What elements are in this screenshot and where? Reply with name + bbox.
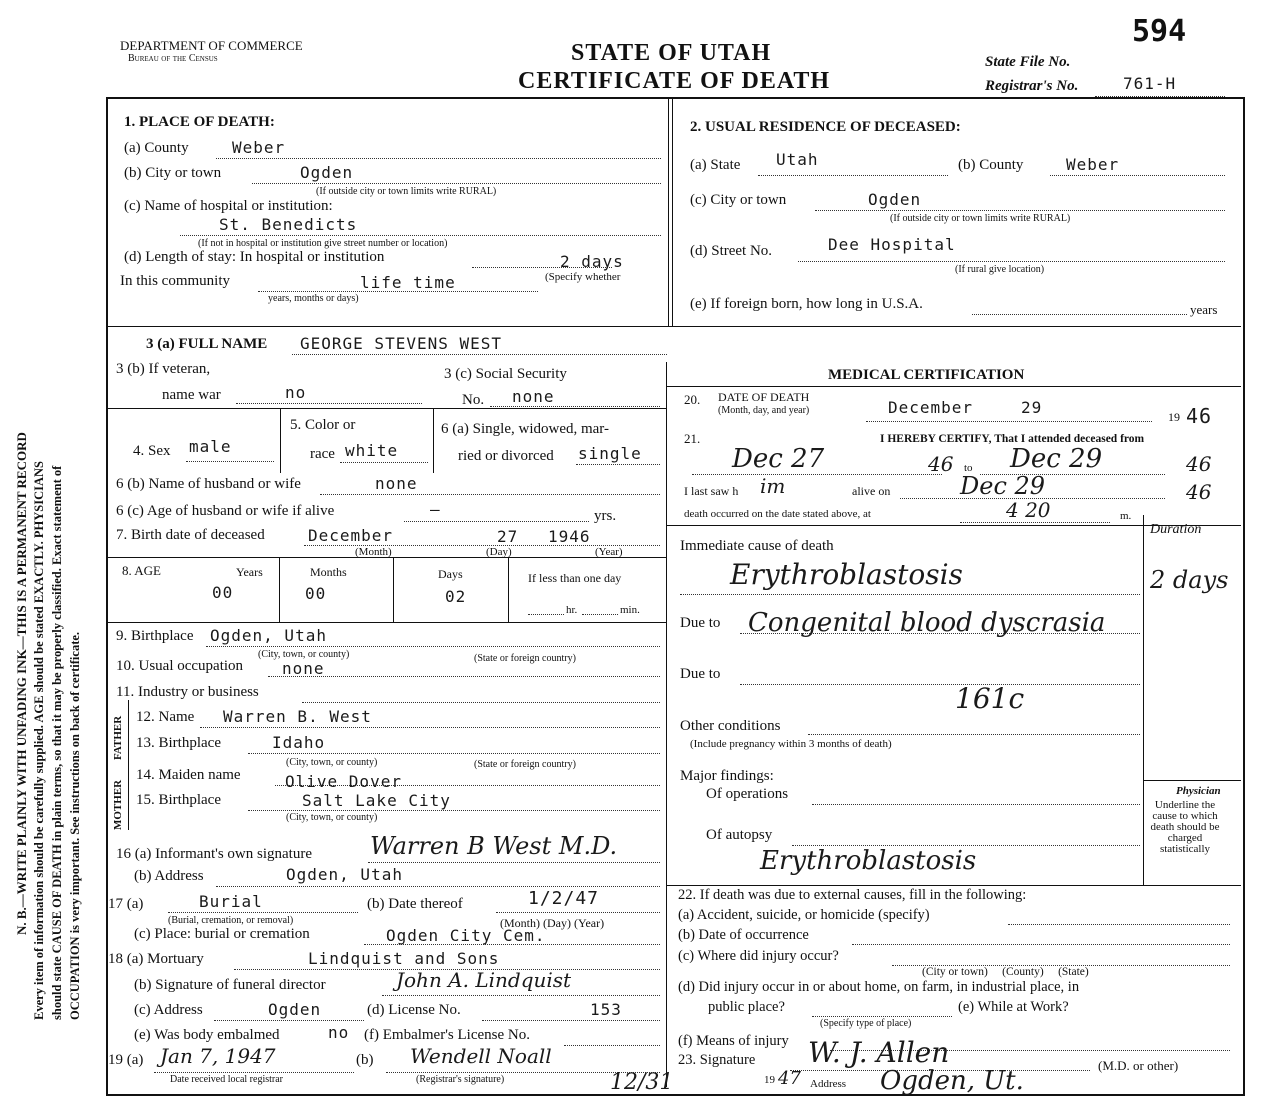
occupation-label: 10. Usual occupation: [116, 658, 244, 674]
registrar-signature: Wendell Noall: [410, 1044, 552, 1068]
attended-to: Dec 29: [1010, 444, 1103, 474]
occupation-value: none: [282, 659, 325, 678]
embalmed-value: no: [328, 1023, 350, 1042]
informant-addr-value: Ogden, Utah: [286, 865, 403, 884]
immediate-cause: Erythroblastosis: [730, 558, 963, 591]
registrar-date-note: Date received local registrar: [170, 1074, 283, 1085]
dept-label: DEPARTMENT OF COMMERCE: [120, 38, 303, 53]
years-label: Years: [236, 565, 263, 579]
state-file-label: State File No.: [985, 54, 1071, 70]
md-label: (M.D. or other): [1098, 1058, 1179, 1073]
license-value: 153: [590, 1000, 622, 1019]
external-c-note: (City or town) (County) (State): [922, 966, 1089, 978]
county-label: (a) County: [124, 140, 189, 156]
war-label: name war: [162, 387, 221, 403]
last-saw-pronoun: im: [760, 474, 786, 498]
city-label: (b) City or town: [124, 165, 222, 181]
registrar-sig-note: (Registrar's signature): [416, 1074, 505, 1085]
sig-year: 47: [778, 1068, 801, 1089]
spouse-age-label: 6 (c) Age of husband or wife if alive: [116, 503, 335, 519]
sex-label: 4. Sex: [133, 443, 171, 459]
occurred-label: death occurred on the date stated above, at: [684, 508, 871, 520]
res-city-note: (If outside city or town limits write RURAL): [890, 213, 1071, 224]
address-label: Address: [810, 1078, 847, 1090]
external-f: (f) Means of injury: [678, 1033, 789, 1049]
age-months: 00: [305, 584, 327, 603]
birth-day: 27: [497, 527, 519, 546]
mother-bp-value: Salt Lake City: [302, 791, 451, 810]
alive-year: 46: [1186, 480, 1212, 504]
d20-label: 20.: [684, 392, 701, 407]
page-title: CERTIFICATE OF DEATH: [518, 68, 831, 94]
sig-date: 12/31: [610, 1070, 674, 1095]
embalmer-label: (f) Embalmer's License No.: [364, 1027, 530, 1043]
race-label: race: [310, 446, 335, 462]
father-tag: FATHER: [112, 715, 124, 760]
external-b: (b) Date of occurrence: [678, 927, 809, 943]
burial-label: 17 (a): [108, 896, 144, 912]
external-d-2: public place?: [708, 999, 785, 1015]
physician-address: Ogden, Ut.: [880, 1066, 1024, 1096]
war-value: no: [285, 383, 307, 402]
external-d-note: (Specify type of place): [820, 1018, 912, 1029]
mother-bp-label: 15. Birthplace: [136, 792, 221, 808]
due1-cause: Congenital blood dyscrasia: [748, 608, 1106, 638]
medical-heading: MEDICAL CERTIFICATION: [828, 367, 1025, 383]
birth-month: December: [308, 526, 394, 545]
registrar-date: Jan 7, 1947: [160, 1044, 276, 1068]
full-name-value: GEORGE STEVENS WEST: [300, 334, 503, 353]
license-label: (d) License No.: [367, 1002, 461, 1018]
county-value: Weber: [232, 138, 286, 157]
immediate-label: Immediate cause of death: [680, 538, 834, 554]
age-years: 00: [212, 583, 234, 602]
father-bp-note-2: (State or foreign country): [474, 759, 576, 770]
mother-bp-note: (City, town, or county): [286, 812, 378, 823]
informant-addr-label: (b) Address: [134, 868, 204, 884]
birthplace-note-2: (State or foreign country): [474, 653, 576, 664]
mother-tag: MOTHER: [112, 779, 124, 830]
death-date-label: DATE OF DEATH: [718, 390, 810, 404]
full-name-label: 3 (a) FULL NAME: [146, 336, 268, 352]
age-days: 02: [445, 587, 467, 606]
death-year: 46: [1186, 404, 1213, 428]
father-name-label: 12. Name: [136, 709, 195, 725]
death-day: 29: [1021, 398, 1043, 417]
other-note: (Include pregnancy within 3 months of death): [690, 738, 892, 750]
death-time: 4 20: [1006, 498, 1051, 522]
mort-addr-value: Ogden: [268, 1000, 322, 1019]
months-label: Months: [310, 565, 347, 579]
physician-note: Underline the cause to which death should be charged statistically: [1150, 799, 1220, 855]
attended-from: Dec 27: [732, 444, 825, 474]
operations-label: Of operations: [706, 786, 789, 802]
ss-label: 3 (c) Social Security: [444, 366, 567, 382]
informant-signature: Warren B West M.D.: [370, 832, 618, 860]
certify-text: I HEREBY CERTIFY, That I attended deceased from: [880, 433, 1145, 445]
father-bp-note-1: (City, town, or county): [286, 757, 378, 768]
last-saw-label: I last saw h: [684, 484, 739, 498]
foreign-label: (e) If foreign born, how long in U.S.A.: [690, 296, 923, 312]
mort-addr-label: (c) Address: [134, 1002, 203, 1018]
due2-label: Due to: [680, 666, 721, 682]
father-bp-label: 13. Birthplace: [136, 735, 221, 751]
mortuary-value: Lindquist and Sons: [308, 949, 500, 968]
burial-place-label: (c) Place: burial or cremation: [134, 926, 310, 942]
res-county-value: Weber: [1066, 155, 1120, 174]
burial-date-value: 1/2/47: [528, 888, 600, 909]
death-year-prefix: 19: [1168, 410, 1180, 424]
sig-year-prefix: 19: [764, 1074, 775, 1086]
marital-label-2: ried or divorced: [458, 448, 554, 464]
burial-date-note: (Month) (Day) (Year): [500, 916, 605, 930]
state-heading: STATE OF UTAH: [571, 40, 772, 66]
specify-note-2: years, months or days): [268, 293, 359, 304]
side-note-1: N. B.—WRITE PLAINLY WITH UNFADING INK—THIS IS A PERMANENT RECORD: [14, 432, 29, 935]
marital-value: single: [578, 444, 642, 463]
director-signature: John A. Lindquist: [396, 968, 572, 992]
days-label: Days: [438, 567, 463, 581]
marital-label: 6 (a) Single, widowed, mar-: [441, 421, 609, 437]
burial-place-value: Ogden City Cem.: [386, 926, 546, 945]
other-label: Other conditions: [680, 718, 781, 734]
veteran-label: 3 (b) If veteran,: [116, 361, 211, 377]
birth-month-note: (Month): [355, 546, 392, 558]
father-name-value: Warren B. West: [223, 707, 372, 726]
community-label: In this community: [120, 273, 230, 289]
death-date-note: (Month, day, and year): [718, 405, 810, 416]
city-value: Ogden: [300, 163, 354, 182]
physician-note-title: Physician: [1176, 785, 1221, 797]
spouse-age-value: —: [430, 500, 441, 519]
informant-sig-label: 16 (a) Informant's own signature: [116, 846, 312, 862]
yrs-label: yrs.: [594, 508, 617, 524]
foreign-years-label: years: [1190, 302, 1218, 317]
residence-heading: 2. USUAL RESIDENCE OF DECEASED:: [690, 119, 961, 135]
attended-from-year: 46: [928, 452, 954, 476]
attended-to-year: 46: [1186, 452, 1212, 476]
registrar-19-label: 19 (a): [108, 1052, 144, 1068]
burial-note: (Burial, cremation, or removal): [168, 915, 294, 926]
registrar-number: 761-H: [1123, 74, 1177, 93]
physician-signature: W. J. Allen: [808, 1036, 950, 1069]
signature-label: 23. Signature: [678, 1052, 756, 1068]
birthplace-note-1: (City, town, or county): [258, 649, 350, 660]
embalmed-label: (e) Was body embalmed: [134, 1027, 280, 1043]
res-state-value: Utah: [776, 150, 819, 169]
stamp-number: 594: [1132, 14, 1187, 49]
city-note: (If outside city or town limits write RURAL): [316, 186, 497, 197]
burial-value: Burial: [199, 892, 263, 911]
birthplace-label: 9. Birthplace: [116, 628, 194, 644]
sex-value: male: [189, 437, 232, 456]
birth-year-note: (Year): [595, 546, 623, 558]
stay-value: 2 days: [560, 252, 624, 271]
death-month: December: [888, 398, 974, 417]
mother-name-value: Olive Dover: [285, 772, 402, 791]
father-bp-value: Idaho: [272, 733, 326, 752]
duration-label: Duration: [1150, 522, 1202, 537]
birthplace-value: Ogden, Utah: [210, 626, 327, 645]
hospital-label: (c) Name of hospital or institution:: [124, 198, 333, 214]
spouse-label: 6 (b) Name of husband or wife: [116, 476, 301, 492]
hospital-note: (If not in hospital or institution give street number or location): [198, 238, 448, 249]
community-value: life time: [360, 273, 456, 292]
res-city-label: (c) City or town: [690, 192, 787, 208]
external-e: (e) While at Work?: [958, 999, 1069, 1015]
external-a: (a) Accident, suicide, or homicide (specify): [678, 907, 930, 923]
stay-label: (d) Length of stay: In hospital or institution: [124, 249, 385, 265]
immediate-duration: 2 days: [1150, 566, 1229, 594]
spouse-value: none: [375, 474, 418, 493]
alive-label: alive on: [852, 484, 891, 498]
res-street-note: (If rural give location): [955, 264, 1045, 275]
external-d: (d) Did injury occur in or about home, on farm, in industrial place, in: [678, 979, 1080, 995]
res-street-label: (d) Street No.: [690, 243, 773, 259]
race-value: white: [345, 441, 399, 460]
min-label: min.: [620, 604, 640, 616]
ss-value: none: [512, 387, 555, 406]
director-label: (b) Signature of funeral director: [134, 977, 326, 993]
autopsy-label: Of autopsy: [706, 827, 773, 843]
birth-year: 1946: [548, 527, 591, 546]
external-heading: 22. If death was due to external causes, fill in the following:: [678, 887, 1027, 903]
less-day-label: If less than one day: [528, 571, 622, 585]
burial-date-label: (b) Date thereof: [367, 896, 463, 912]
res-state-label: (a) State: [690, 157, 741, 173]
bureau-label: Bureau of the Census: [128, 53, 218, 64]
hr-label: hr.: [566, 604, 578, 616]
mortuary-label: 18 (a) Mortuary: [108, 951, 204, 967]
place-heading: 1. PLACE OF DEATH:: [124, 114, 275, 130]
hospital-value: St. Benedicts: [219, 215, 358, 234]
side-note-3: should state CAUSE OF DEATH in plain terms, so that it may be properly classified. Exact statement of: [50, 465, 64, 1020]
ss-no-label: No.: [462, 392, 485, 408]
industry-label: 11. Industry or business: [116, 684, 259, 700]
age-label: 8. AGE: [122, 563, 161, 578]
specify-note: (Specify whether: [545, 271, 621, 283]
due1-label: Due to: [680, 615, 721, 631]
mother-name-label: 14. Maiden name: [136, 767, 241, 783]
major-label: Major findings:: [680, 768, 774, 784]
side-note-4: OCCUPATION is very important. See instructions on back of certificate.: [68, 631, 82, 1020]
m-label: m.: [1120, 510, 1132, 522]
res-county-label: (b) County: [958, 157, 1024, 173]
registrar-b-label: (b): [356, 1052, 374, 1068]
registrar-label: Registrar's No.: [985, 78, 1079, 94]
color-label: 5. Color or: [290, 417, 356, 433]
d21-label: 21.: [684, 431, 701, 446]
res-street-value: Dee Hospital: [828, 235, 956, 254]
res-city-value: Ogden: [868, 190, 922, 209]
side-note-2: Every item of information should be carefully supplied. AGE should be stated EXACTLY. PHYSICIANS: [32, 461, 46, 1020]
external-c: (c) Where did injury occur?: [678, 948, 839, 964]
to-label: to: [964, 462, 973, 474]
autopsy-finding: Erythroblastosis: [760, 846, 977, 876]
cause-code: 161c: [955, 682, 1025, 715]
birth-day-note: (Day): [486, 546, 512, 558]
birth-label: 7. Birth date of deceased: [116, 527, 265, 543]
alive-date: Dec 29: [960, 472, 1046, 500]
